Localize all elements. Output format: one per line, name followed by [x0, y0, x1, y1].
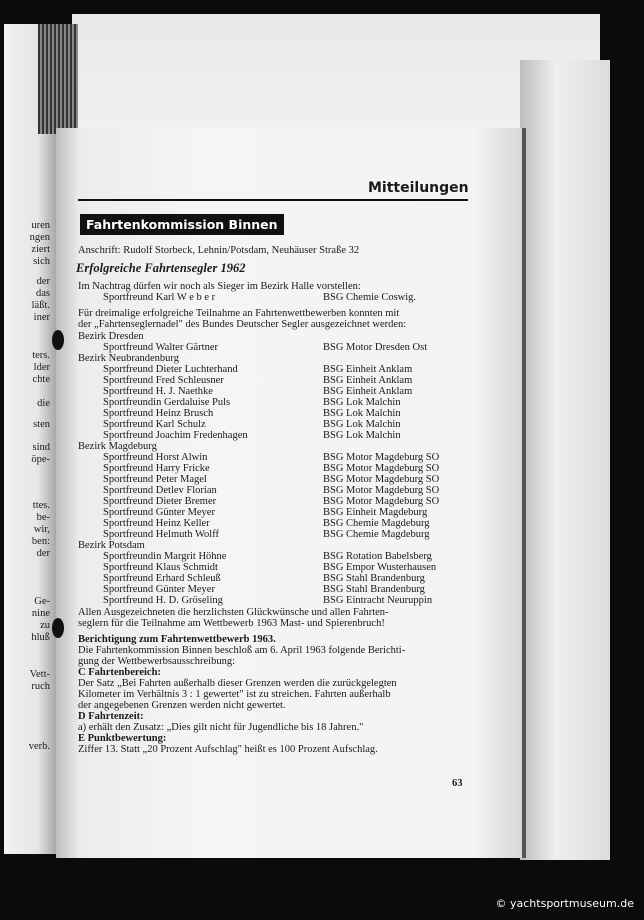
- punch-hole: [52, 330, 64, 350]
- binding-spine: [38, 24, 78, 134]
- para1-line: der „Fahrtenseglernadel" des Bundes Deutscher Segler ausgezeichnet werden:: [78, 319, 407, 330]
- left-page-fragment: lder: [33, 362, 50, 373]
- member-name: Sportfreund Walter Gärtner: [103, 342, 219, 353]
- left-page-fragment: läßt.: [31, 300, 50, 311]
- left-page-fragment: sind: [32, 442, 50, 453]
- subtitle: Erfolgreiche Fahrtensegler 1962: [76, 261, 246, 275]
- left-page-fragment: sich: [33, 256, 50, 267]
- member-name: Sportfreund Heinz Keller: [103, 518, 210, 529]
- section-c-text: Der Satz „Bei Fahrten außerhalb dieser Grenzen werden die zurückgelegten: [78, 678, 397, 689]
- member-name: Sportfreund Peter Magel: [103, 474, 207, 485]
- para1-line: Für dreimalige erfolgreiche Teilnahme an Fahrtenwettbewerben konnten mit: [78, 308, 400, 319]
- member-name: Sportfreund Günter Meyer: [103, 507, 215, 518]
- halle-name: Sportfreund Karl W e b e r: [103, 292, 216, 303]
- member-club: BSG Motor Magdeburg SO: [323, 452, 440, 463]
- left-page-fragment: sten: [33, 419, 50, 430]
- member-club: BSG Motor Dresden Ost: [323, 342, 428, 353]
- page-number: 63: [452, 778, 463, 789]
- member-name: Sportfreundin Margrit Höhne: [103, 551, 227, 562]
- left-page-fragment: zu: [40, 620, 50, 631]
- left-page-fragment: verb.: [28, 741, 50, 752]
- left-page-fragment: ttes.: [32, 500, 50, 511]
- member-club: BSG Motor Magdeburg SO: [323, 474, 440, 485]
- page-stack-edge: [520, 60, 610, 860]
- member-club: BSG Chemie Magdeburg: [323, 529, 430, 540]
- congrats-line: seglern für die Teilnahme am Wettbewerb 1963 Mast- und Spierenbruch!: [78, 618, 385, 629]
- left-page-fragment: öpe-: [31, 454, 50, 465]
- left-page-fragment: wir,: [33, 524, 50, 535]
- left-page-fragment: chte: [32, 374, 50, 385]
- banner-title: Fahrtenkommission Binnen: [80, 214, 284, 235]
- district-heading: Bezirk Dresden: [78, 331, 144, 342]
- member-name: Sportfreund Klaus Schmidt: [103, 562, 218, 573]
- member-name: Sportfreund Dieter Bremer: [103, 496, 217, 507]
- member-club: BSG Eintracht Neuruppin: [323, 595, 433, 606]
- left-page-fragment: Vett-: [29, 669, 50, 680]
- address: Anschrift: Rudolf Storbeck, Lehnin/Potsdam, Neuhäuser Straße 32: [78, 245, 360, 256]
- member-name: Sportfreund Joachim Fredenhagen: [103, 430, 248, 441]
- left-page-fragment: nine: [31, 608, 50, 619]
- left-page-fragment: die: [37, 398, 50, 409]
- member-club: BSG Motor Magdeburg SO: [323, 496, 440, 507]
- correction-intro: Die Fahrtenkommission Binnen beschloß am 6. April 1963 folgende Berichti-: [78, 645, 406, 656]
- left-page-fragment: ngen: [29, 232, 50, 243]
- halle-club: BSG Chemie Coswig.: [323, 292, 417, 303]
- left-page-fragment: der: [36, 548, 50, 559]
- member-club: BSG Rotation Babelsberg: [323, 551, 432, 562]
- member-name: Sportfreund Fred Schleusner: [103, 375, 224, 386]
- member-club: BSG Chemie Magdeburg: [323, 518, 430, 529]
- member-club: BSG Lok Malchin: [323, 419, 401, 430]
- member-club: BSG Einheit Magdeburg: [323, 507, 428, 518]
- punch-hole: [52, 618, 64, 638]
- left-page-fragment: uren: [31, 220, 50, 231]
- header-rule: [78, 199, 468, 201]
- left-page-fragment: ziert: [31, 244, 50, 255]
- section-c: C Fahrtenbereich:: [78, 667, 161, 678]
- section-d-text: a) erhält den Zusatz: „Dies gilt nicht für Jugendliche bis 18 Jahren.": [78, 722, 364, 733]
- left-page-fragment: ters.: [32, 350, 50, 361]
- member-name: Sportfreund Harry Fricke: [103, 463, 210, 474]
- document-page: [56, 128, 522, 858]
- left-page-fragment: ben:: [31, 536, 50, 547]
- left-page-fragment: ruch: [31, 681, 50, 692]
- watermark: © yachtsportmuseum.de: [495, 897, 634, 910]
- member-name: Sportfreund Dieter Luchterhand: [103, 364, 238, 375]
- left-page-fragment: Ge-: [34, 596, 50, 607]
- member-club: BSG Einheit Anklam: [323, 364, 413, 375]
- section-e-text: Ziffer 13. Statt „20 Prozent Aufschlag" heißt es 100 Prozent Aufschlag.: [78, 744, 378, 755]
- member-name: Sportfreund Detlev Florian: [103, 485, 217, 496]
- district-heading: Bezirk Magdeburg: [78, 441, 157, 452]
- member-name: Sportfreund Günter Meyer: [103, 584, 215, 595]
- member-name: Sportfreund H. D. Gröseling: [103, 595, 223, 606]
- correction-title: Berichtigung zum Fahrtenwettbewerb 1963.: [78, 634, 276, 645]
- left-page-fragment: der: [36, 276, 50, 287]
- member-club: BSG Motor Magdeburg SO: [323, 485, 440, 496]
- member-club: BSG Lok Malchin: [323, 408, 401, 419]
- member-name: Sportfreund Heinz Brusch: [103, 408, 214, 419]
- member-name: Sportfreund Helmuth Wolff: [103, 529, 220, 540]
- member-name: Sportfreund Karl Schulz: [103, 419, 206, 430]
- section-d: D Fahrtenzeit:: [78, 711, 144, 722]
- intro: Im Nachtrag dürfen wir noch als Sieger im Bezirk Halle vorstellen:: [78, 281, 361, 292]
- left-page-fragment: hluß: [31, 632, 50, 643]
- section-e: E Punktbewertung:: [78, 733, 167, 744]
- member-club: BSG Stahl Brandenburg: [323, 584, 425, 595]
- left-page-fragment: be-: [36, 512, 50, 523]
- district-heading: Bezirk Neubrandenburg: [78, 353, 179, 364]
- left-page-fragment: iner: [33, 312, 50, 323]
- district-heading: Bezirk Potsdam: [78, 540, 145, 551]
- section-c-text: Kilometer im Verhältnis 3 : 1 gewertet" ist zu streichen. Fahrten außerhalb: [78, 689, 391, 700]
- section-header: Mitteilungen: [368, 180, 469, 196]
- left-page: [4, 24, 60, 854]
- left-page-fragment: das: [36, 288, 50, 299]
- section-c-text: der angegebenen Grenzen werden nicht gewertet.: [78, 700, 286, 711]
- correction-intro: gung der Wettbewerbsausschreibung:: [78, 656, 236, 667]
- congrats-line: Allen Ausgezeichneten die herzlichsten Glückwünsche und allen Fahrten-: [78, 607, 389, 618]
- member-name: Sportfreund H. J. Naethke: [103, 386, 213, 397]
- member-club: BSG Motor Magdeburg SO: [323, 463, 440, 474]
- member-club: BSG Lok Malchin: [323, 397, 401, 408]
- member-name: Sportfreund Horst Alwin: [103, 452, 208, 463]
- member-name: Sportfreund Erhard Schleuß: [103, 573, 221, 584]
- member-club: BSG Lok Malchin: [323, 430, 401, 441]
- member-club: BSG Einheit Anklam: [323, 375, 413, 386]
- member-name: Sportfreundin Gerdaluise Puls: [103, 397, 231, 408]
- member-club: BSG Einheit Anklam: [323, 386, 413, 397]
- member-club: BSG Empor Wusterhausen: [323, 562, 437, 573]
- member-club: BSG Stahl Brandenburg: [323, 573, 425, 584]
